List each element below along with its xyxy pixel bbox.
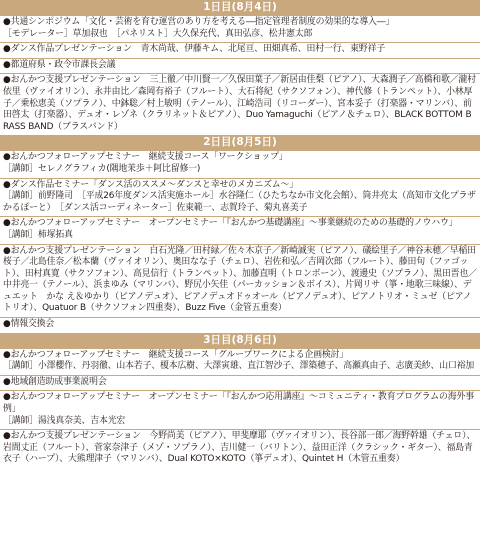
program-detail: ［講師］湯浅真奈美、吉本光宏 xyxy=(3,415,126,426)
program-detail: ［講師］小澤櫻作、丹羽徹、山本若子、榎本広樹、大澤寅雄、直江智沙子、澤築穂子、高瀬真由子、志廣美紗、山口裕加 xyxy=(3,361,475,372)
program-title: ●ダンス作品セミナー「ダンス活のススメ～ダンスと幸せのメカニズム～」 xyxy=(3,179,298,190)
day-header: 3日目(8月6日) xyxy=(0,333,480,349)
program-title: ●おんかつ支援プレゼンテーション 白石光隆／田村緑／佐々木京子／新崎誠実（ピアノ）、礒絵里子／神谷未穂／早稲田桜子／北島佳奈／松本蘭（ヴァイオリン）、奥田なな子（チェロ）、岩佐和弘／吉岡次郎（フルート）、藤田旬（ファゴット）、田村真寛（サクソフォン）、高見信行（トランペット）、加藤直明（トロンボーン）、渡邊史（ソプラノ）、黒田晋也／中井亮一（テノール）、浜まゆみ（マリンバ）、野尻小矢佳（パーカッション＆ボイス）、片岡リサ（箏・地歌三味線）、デュエット かな え＆ゆかり（ピアノデュオ）、ピアノデュオドゥオール（ピアノデュオ）、ピアノトリオ・ミュゼ（ピアノトリオ）、Quatuor B（サクソフォン四重奏）、Buzz Five（金管五重奏） xyxy=(3,245,477,314)
program-title: ●おんかつフォローアップセミナー オープンセミナー「『おんかつ応用講座』～コミュニティ・教育プログラムの海外事例」 xyxy=(3,392,474,415)
day-header: 1日目(8月4日) xyxy=(0,0,480,16)
program-detail: ［モデレーター］草加叔也 ［パネリスト］大久保充代、真田弘彦、松井憲太郎 xyxy=(3,28,313,39)
program-item xyxy=(0,59,480,75)
program-item xyxy=(0,43,480,59)
program-title: ●おんかつフォローアップセミナー 継続支援コース「ワークショップ」 xyxy=(3,152,288,163)
program-item xyxy=(0,179,480,218)
program-item xyxy=(0,430,480,468)
program-title: ●ダンス作品プレゼンテーション 青木尚哉、伊藤キム、北尾亘、田畑真希、田村一行、東野祥子 xyxy=(3,44,386,55)
program-item xyxy=(0,318,480,333)
program-item xyxy=(0,74,480,135)
day-section xyxy=(0,333,480,468)
program-title: ●情報交換会 xyxy=(3,319,55,330)
day-section xyxy=(0,0,480,135)
program-title: ●おんかつ支援プレゼンテーション 今野尚美（ピアノ）、甲斐摩耶（ヴァイオリン）、長谷部一郎／海野幹雄（チェロ）、岩間丈正（フルート）、菅家奈津子（メゾ・ソプラノ）、吉川健一（バリトン）、益田正洋（クラシック・ギター）、福島青衣子（ハープ）、大熊理津子（マリンバ）、Dual KOTO×KOTO（箏デュオ）、Quintet H（木管五重奏） xyxy=(3,431,476,465)
program-item xyxy=(0,245,480,319)
program-item xyxy=(0,217,480,244)
day-section xyxy=(0,135,480,332)
program-item xyxy=(0,151,480,178)
program-item xyxy=(0,391,480,430)
program-title: ●おんかつフォローアップセミナー オープンセミナー「『おんかつ基礎講座』～事業継続のための基礎的ノウハウ」 xyxy=(3,218,458,229)
day-header: 2日目(8月5日) xyxy=(0,135,480,151)
program-detail: ［講師］セレノグラフィカ(隅地茉歩＋阿比留修一) xyxy=(3,163,201,174)
program-item xyxy=(0,16,480,43)
program-item xyxy=(0,376,480,392)
program-detail: ［講師］前野隆司 ［平成26年度ダンス活実施ホール］水谷隆仁（ひたちなか市文化会館）、筒井亮太（高知市文化プラザかるぽーと） ［ダンス活コーディネーター］佐東範一、志賀玲子、菊丸喜美子 xyxy=(3,191,476,213)
program-title: ●地域創造助成事業説明会 xyxy=(3,376,107,387)
program-item xyxy=(0,349,480,376)
program-title: ●おんかつ支援プレゼンテーション 三上徹／中川賢一／久保田葉子／新居由佳梨（ピアノ）、大森潤子／高橋和歌／瀧村依里（ヴァイオリン）、永井由比／森岡有裕子（フルート）、大石将紀（サクソフォン）、神代修（トランペット）、小林厚子／乗松恵美（ソプラノ）、中鉢聡／村上敏明（テノール）、江崎浩司（リコーダー）、宮本妥子（打楽器・マリンバ）、前田啓太（打楽器）、デュオ・レゾネ（クラリネット＆ピアノ）、Duo Yamaguchi（ピアノ＆チェロ）、BLACK BOTTOM BRASS BAND（ブラスバンド） xyxy=(3,75,476,132)
program-title: ●共通シンポジウム「文化・芸術を育む運営のあり方を考える―指定管理者制度の効果的な導入―」 xyxy=(3,17,395,27)
program-title: ●都道府県・政令市課長会議 xyxy=(3,59,116,70)
program-title: ●おんかつフォローアップセミナー 継続支援コース「グループワークによる企画検討」 xyxy=(3,349,349,360)
program-detail: ［講師］柿塚拓真 xyxy=(3,229,73,240)
